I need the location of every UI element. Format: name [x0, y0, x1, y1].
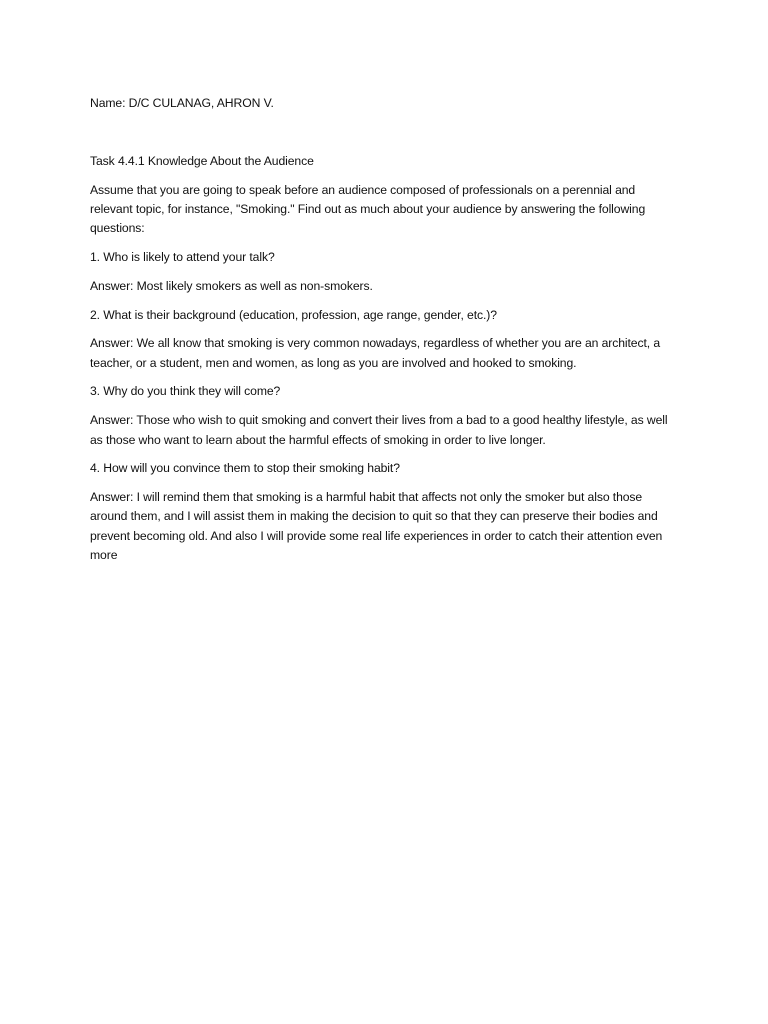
question-1: 1. Who is likely to attend your talk?	[90, 249, 275, 264]
question-3: 3. Why do you think they will come?	[90, 384, 281, 399]
answer-3: Answer: Those who wish to quit smoking and convert their lives from a bad to a good healthy lifestyle, as well as those who want to learn about the harmful effects of smoking in order to live longer.	[90, 413, 668, 447]
answer-4: Answer: I will remind them that smoking is a harmful habit that affects not only the smoker but also those around them, and I will assist them in making the decision to quit so that they can preserve their bodies and prevent becoming old. And also I will provide some real life experiences in order to catch their attention even more	[90, 490, 663, 563]
task-title: Task 4.4.1 Knowledge About the Audience	[90, 154, 314, 169]
document-page	[90, 94, 680, 575]
question-2: 2. What is their background (education, profession, age range, gender, etc.)?	[90, 307, 497, 322]
intro-paragraph: Assume that you are going to speak before an audience composed of professionals on a perennial and relevant topic, for instance, "Smoking." Find out as much about your audience by answering the following questions:	[90, 182, 646, 236]
answer-1: Answer: Most likely smokers as well as non-smokers.	[90, 278, 373, 293]
question-4: 4. How will you convince them to stop their smoking habit?	[90, 461, 400, 476]
name-line: Name: D/C CULANAG, AHRON V.	[90, 96, 274, 110]
answer-2: Answer: We all know that smoking is very common nowadays, regardless of whether you are an architect, a teacher, or a student, men and women, as long as you are involved and hooked to smoking.	[90, 336, 660, 370]
